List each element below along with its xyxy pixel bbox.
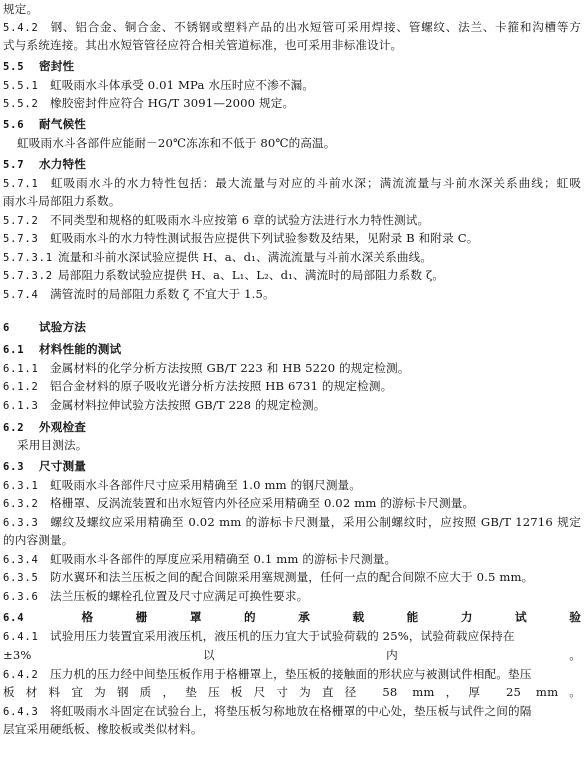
line-text: 流量和斗前水深试验应提供 H、a、d₁、满流流量与斗前水深关系曲线。: [58, 250, 433, 264]
text-line: [3, 96, 581, 112]
clause-number: 6.3.5: [3, 572, 39, 584]
clause-number: 5.7.3: [3, 233, 39, 245]
clause-number: 6.4.3: [3, 706, 39, 718]
text-line: [17, 438, 581, 453]
heading-text: 外观检查: [39, 420, 86, 434]
line-text: 铝合金材料的原子吸收光谱分析方法按照 HB 6731 的规定检测。: [50, 379, 393, 393]
text-line: [3, 2, 581, 17]
clause-number: 5.5.2: [3, 98, 39, 110]
heading-text: 材料性能的测试: [39, 342, 122, 356]
section-heading: [3, 59, 581, 75]
section-heading: [3, 157, 581, 173]
line-text: 压力机的压力经中间垫压板作用于格栅罩上，垫压板的接触面的形状应与被测试件相配。垫压: [50, 667, 532, 681]
text-line: [3, 552, 581, 568]
line-text: 金属材料的化学分析方法按照 GB/T 223 和 HB 5220 的规定检测。: [50, 361, 410, 375]
line-text: 螺纹及螺纹应采用精确至 0.02 mm 的游标卡尺测量，采用公制螺纹时，应按照 GB/T 12716 规定: [50, 515, 581, 529]
line-text: 金属材料拉伸试验方法按照 GB/T 228 的规定检测。: [50, 398, 326, 412]
clause-number: 6.4.1: [3, 631, 39, 643]
text-line: [3, 629, 581, 645]
clause-number: 6.1.1: [3, 363, 39, 375]
text-line: [3, 268, 581, 284]
line-text: 局部阻力系数试验应提供 H、a、L₁、L₂、d₁、满流时的局部阻力系数 ζ。: [58, 268, 445, 282]
clause-number: 6.3.1: [3, 480, 39, 492]
text-line: [3, 722, 581, 737]
line-text: 钢、铝合金、铜合金、不锈钢或塑料产品的出水短管可采用焊接、管螺纹、法兰、卡箍和沟槽等方: [50, 20, 581, 34]
heading-text: 试验方法: [39, 320, 86, 334]
clause-number: 6.3.4: [3, 554, 39, 566]
line-text: 虹吸雨水斗各部件应能耐－20℃冻冻和不低于 80℃的高温。: [17, 136, 336, 150]
line-text: 防水翼环和法兰压板之间的配合间隙采用塞规测量，任何一点的配合间隙不应大于 0.5 mm。: [50, 570, 534, 584]
line-text: 满管流时的局部阻力系数 ζ 不宜大于 1.5。: [50, 287, 275, 301]
line-text: 将虹吸雨水斗固定在试验台上，将垫压板匀称地放在格栅罩的中心处，垫压板与试件之间的隔: [50, 704, 532, 718]
line-text: 格栅罩、反涡流装置和出水短管内外径应采用精确至 0.02 mm 的游标卡尺测量。: [50, 496, 475, 510]
text-line: [3, 478, 581, 494]
text-line: [3, 533, 581, 548]
line-text: 不同类型和规格的虹吸雨水斗应按第 6 章的试验方法进行水力特性测试。: [50, 213, 430, 227]
text-line: [3, 287, 581, 303]
line-text: 规定。: [3, 2, 39, 16]
line-text: 虹吸雨水斗各部件尺寸应采用精确至 1.0 mm 的钢尺测量。: [50, 478, 362, 492]
clause-number: 6.3.2: [3, 498, 39, 510]
section-heading: [3, 610, 581, 626]
clause-number: 6.4.2: [3, 669, 39, 681]
clause-number: 5.6: [3, 119, 25, 131]
text-line: [3, 704, 581, 720]
heading-text: 水力特性: [39, 157, 86, 171]
text-line: [3, 496, 581, 512]
line-text: 的内容测量。: [3, 533, 74, 547]
line-text: 法兰压板的螺栓孔位置及尺寸应满足可换性要求。: [50, 589, 309, 603]
line-text: 虹吸雨水斗的水力特性测试报告应提供下列试验参数及结果，见附录 B 和附录 C。: [50, 231, 479, 245]
text-line: [3, 78, 581, 94]
clause-number: 5.5: [3, 61, 25, 73]
clause-number: 5.7: [3, 159, 25, 171]
heading-text: 密封性: [39, 59, 75, 73]
clause-number: 6: [3, 322, 11, 334]
heading-text: 尺寸测量: [39, 459, 86, 473]
section-heading: [3, 320, 581, 336]
clause-number: 6.3.6: [3, 591, 39, 603]
text-line: [3, 379, 581, 395]
clause-number: 5.5.1: [3, 80, 39, 92]
text-line: [3, 213, 581, 229]
heading-text: 耐气候性: [39, 117, 86, 131]
clause-number: 5.7.4: [3, 289, 39, 301]
heading-text: 格栅罩的承载能力试验: [39, 610, 581, 624]
line-text: 采用目测法。: [17, 438, 88, 452]
text-line: [3, 589, 581, 605]
text-line: [3, 648, 581, 663]
text-line: [3, 20, 581, 36]
text-line: [3, 685, 581, 700]
line-text: 橡胶密封件应符合 HG/T 3091—2000 规定。: [50, 96, 295, 110]
clause-number: 5.4.2: [3, 22, 39, 34]
section-heading: [3, 342, 581, 358]
line-text: 虹吸雨水斗的水力特性包括：最大流量与对应的斗前水深；满流流量与斗前水深关系曲线；虹吸: [50, 176, 581, 190]
line-text: 式与系统连接。其出水短管管径应符合相关管道标准，也可采用非标准设计。: [3, 38, 403, 52]
clause-number: 6.1.3: [3, 400, 39, 412]
text-line: [3, 38, 581, 53]
clause-number: 5.7.3.1: [3, 252, 53, 264]
line-text: 雨水斗局部阻力系数。: [3, 194, 121, 208]
section-heading: [3, 420, 581, 436]
line-text: 虹吸雨水斗各部件的厚度应采用精确至 0.1 mm 的游标卡尺测量。: [50, 552, 397, 566]
text-line: [3, 194, 581, 209]
clause-number: 6.1: [3, 344, 25, 356]
clause-number: 5.7.2: [3, 215, 39, 227]
clause-number: 6.4: [3, 612, 25, 624]
text-line: [3, 570, 581, 586]
text-line: [3, 250, 581, 266]
line-text: 试验用压力装置宜采用液压机，液压机的压力宜大于试验荷载的 25%，试验荷载应保持在: [50, 629, 515, 643]
clause-number: 6.3: [3, 461, 25, 473]
clause-number: 5.7.3.2: [3, 270, 53, 282]
clause-number: 6.1.2: [3, 381, 39, 393]
text-line: [3, 176, 581, 192]
line-text: 虹吸雨水斗体承受 0.01 MPa 水压时应不渗不漏。: [50, 78, 315, 92]
text-line: [3, 667, 581, 683]
text-line: [17, 136, 581, 151]
line-text: 层宜采用硬纸板、橡胶板或类似材料。: [3, 722, 203, 736]
text-line: [3, 515, 581, 531]
clause-number: 6.2: [3, 422, 25, 434]
text-line: [3, 398, 581, 414]
line-text: 板材料宜为钢质，垫压板尺寸为直径 58 mm，厚 25 mm。: [3, 685, 581, 699]
clause-number: 6.3.3: [3, 517, 39, 529]
text-line: [3, 231, 581, 247]
clause-number: 5.7.1: [3, 178, 39, 190]
section-heading: [3, 459, 581, 475]
section-heading: [3, 117, 581, 133]
text-line: [3, 361, 581, 377]
line-text: ±3%以内。: [3, 648, 581, 662]
